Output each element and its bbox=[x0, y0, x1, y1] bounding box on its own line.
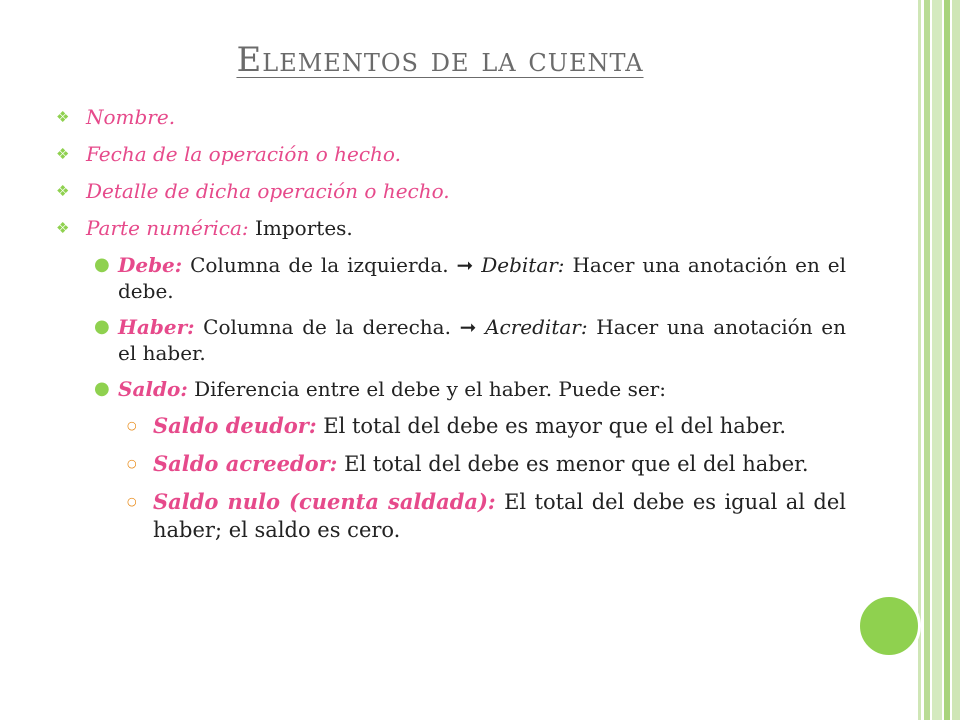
saldo-term: Saldo acreedor: bbox=[153, 451, 338, 476]
bullet-item bbox=[56, 178, 846, 204]
bullet-label: Parte numérica: bbox=[86, 216, 249, 240]
slide-content bbox=[56, 104, 846, 554]
saldo-type-item bbox=[127, 488, 846, 544]
sub-bullet-item bbox=[94, 314, 846, 366]
bullet-item bbox=[56, 141, 846, 167]
bullet-icon: ❖ bbox=[56, 182, 70, 200]
bullet-text: Fecha de la operación o hecho. bbox=[86, 142, 401, 166]
bullet-text: Importes. bbox=[248, 216, 353, 240]
verb-text: Hacer una anotación en el debe. bbox=[118, 253, 846, 303]
slide-title: Elementos de la cuenta bbox=[236, 40, 644, 80]
saldo-text: El total del debe es menor que el del haber. bbox=[337, 452, 809, 476]
term: Saldo: bbox=[118, 377, 188, 401]
dot-icon: ● bbox=[94, 316, 110, 337]
verb: Acreditar: bbox=[476, 315, 588, 339]
decor-circle bbox=[857, 594, 921, 658]
circle-bullet-icon: ○ bbox=[127, 419, 137, 432]
bullet-text: Detalle de dicha operación o hecho. bbox=[86, 179, 450, 203]
term-text: Diferencia entre el debe y el haber. Puede ser: bbox=[187, 377, 666, 401]
bullet-text: Nombre. bbox=[86, 105, 176, 129]
bullet-icon: ❖ bbox=[56, 108, 70, 126]
saldo-type-item bbox=[127, 412, 846, 440]
decor-stripe bbox=[924, 0, 930, 720]
dot-icon: ● bbox=[94, 254, 110, 275]
arrow-icon: ➞ bbox=[459, 315, 477, 339]
saldo-type-item bbox=[127, 450, 846, 478]
circle-bullet-icon: ○ bbox=[127, 495, 137, 508]
saldo-term: Saldo nulo (cuenta saldada): bbox=[153, 489, 496, 514]
decor-stripe bbox=[944, 0, 950, 720]
sub-bullet-item bbox=[94, 376, 846, 402]
circle-bullet-icon: ○ bbox=[127, 457, 137, 470]
bullet-icon: ❖ bbox=[56, 219, 70, 237]
saldo-text: El total del debe es mayor que el del haber. bbox=[316, 414, 787, 438]
bullet-item bbox=[56, 215, 846, 241]
saldo-text: El total del debe es igual al del haber; el saldo es cero. bbox=[153, 490, 846, 542]
sub-bullet-item bbox=[94, 252, 846, 304]
arrow-icon: ➞ bbox=[456, 253, 474, 277]
saldo-term: Saldo deudor: bbox=[153, 413, 317, 438]
term: Haber: bbox=[118, 315, 195, 339]
term-text: Columna de la izquierda. bbox=[182, 253, 457, 277]
decor-stripe bbox=[932, 0, 942, 720]
bullet-icon: ❖ bbox=[56, 145, 70, 163]
verb: Debitar: bbox=[473, 253, 565, 277]
dot-icon: ● bbox=[94, 378, 110, 399]
term: Debe: bbox=[118, 253, 183, 277]
decor-stripe bbox=[918, 0, 921, 720]
term-text: Columna de la derecha. bbox=[194, 315, 460, 339]
decor-stripe bbox=[952, 0, 960, 720]
verb-text: Hacer una anotación en el haber. bbox=[118, 315, 847, 365]
bullet-item bbox=[56, 104, 846, 130]
